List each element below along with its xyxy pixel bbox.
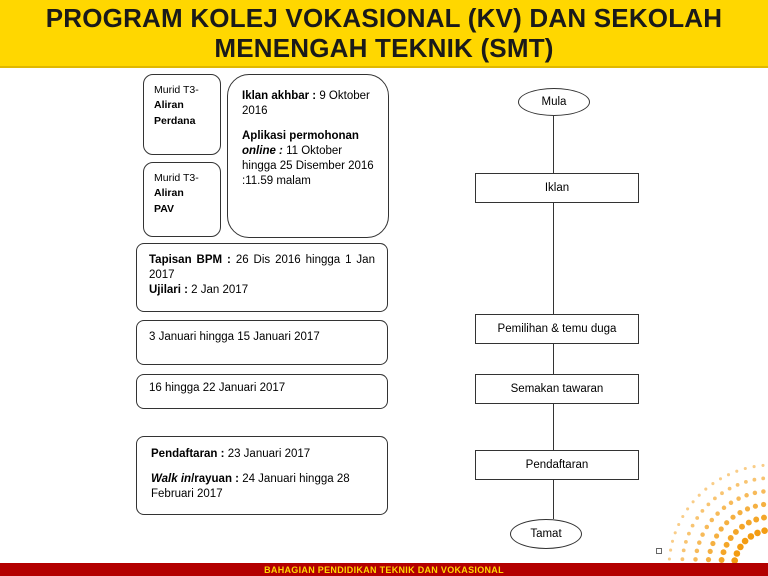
pendaftaran-value: 23 Januari 2017 <box>224 448 311 460</box>
flow-node-mula: Mula <box>518 88 590 116</box>
sunburst-dot <box>744 480 748 484</box>
iklan-info-box <box>227 74 389 238</box>
sunburst-dot <box>736 483 740 487</box>
sunburst-dot <box>701 509 705 513</box>
sunburst-dot <box>707 503 711 507</box>
walkin-label: Walk in <box>151 473 192 485</box>
pendaftaran-text <box>151 447 373 462</box>
sunburst-dot <box>748 533 755 540</box>
flow-node-tamat: Tamat <box>510 519 582 549</box>
sunburst-dot <box>710 518 715 523</box>
tapisan-value: 26 Dis 2016 hingga 1 Jan 2017 <box>149 254 375 281</box>
sunburst-dot <box>674 531 677 534</box>
sunburst-dot <box>700 532 705 537</box>
tapisan-label: Tapisan BPM : <box>149 254 231 266</box>
sunburst-dot <box>727 473 730 476</box>
sunburst-dot <box>734 550 741 557</box>
aplikasi-value: 11 Oktober hingga 25 Disember 2016 :11.59 malam <box>242 145 374 187</box>
sunburst-dot <box>736 496 741 501</box>
sunburst-dot <box>753 491 758 496</box>
sunburst-dot <box>681 557 685 561</box>
flow-connector-4 <box>553 404 554 450</box>
flow-connector-3 <box>553 344 554 374</box>
iklan-akhbar-text <box>242 89 374 119</box>
sunburst-dot <box>737 544 744 551</box>
sunburst-dot <box>735 470 738 473</box>
rayuan-label: /rayuan : <box>191 473 239 485</box>
aplikasi-text <box>242 129 374 189</box>
sunburst-dot <box>739 524 745 530</box>
walkin-text <box>151 472 373 502</box>
murid-pav-label: Murid T3- <box>154 172 199 184</box>
sunburst-dot <box>761 464 764 467</box>
sunburst-dot <box>742 538 749 545</box>
sunburst-dot <box>719 526 724 531</box>
flow-node-iklan: Iklan <box>475 173 639 203</box>
sunburst-dot <box>730 515 735 520</box>
sunburst-dot <box>668 557 671 560</box>
sunburst-dot <box>728 535 734 541</box>
murid-perdana-stream-2: Perdana <box>154 115 196 127</box>
sunburst-dot <box>695 516 699 520</box>
sunburst-dot <box>686 507 689 510</box>
pendaftaran-box <box>136 436 388 515</box>
sunburst-dot <box>687 532 691 536</box>
sunburst-dot <box>753 478 757 482</box>
sunburst-dot <box>745 506 750 511</box>
footer-bar <box>0 563 768 576</box>
sunburst-dot <box>724 542 730 548</box>
sunburst-dot <box>692 500 695 503</box>
sunburst-dot <box>724 520 729 525</box>
flow-node-pendaftaran: Pendaftaran <box>475 450 639 480</box>
sunburst-dot <box>693 557 698 562</box>
sunburst-dot <box>714 533 719 538</box>
murid-perdana-box <box>143 74 221 155</box>
sunburst-dot <box>677 523 680 526</box>
sunburst-dot <box>710 541 715 546</box>
sunburst-dot <box>684 540 688 544</box>
sunburst-dot <box>713 497 717 501</box>
flow-connector-2 <box>553 203 554 314</box>
flow-node-pemilihan: Pemilihan & temu duga <box>475 314 639 344</box>
sunburst-dot <box>708 549 713 554</box>
sunburst-dot <box>754 530 761 537</box>
sunburst-dot <box>761 477 765 481</box>
semakan-date-box <box>136 374 388 409</box>
murid-perdana-stream-1: Aliran <box>154 99 184 111</box>
sunburst-dot <box>691 524 695 528</box>
sunburst-dot <box>705 525 710 530</box>
sunburst-dot <box>704 488 707 491</box>
sunburst-dot <box>671 540 674 543</box>
sunburst-dot <box>753 517 759 523</box>
flow-connector-1 <box>553 116 554 173</box>
sunburst-dot <box>737 510 742 515</box>
sunburst-dot <box>722 506 727 511</box>
sunburst-dot <box>715 511 720 515</box>
sunburst-dot <box>761 502 766 507</box>
flow-node-semakan: Semakan tawaran <box>475 374 639 404</box>
pemilihan-date: 3 Januari hingga 15 Januari 2017 <box>149 331 320 343</box>
sunburst-dot <box>753 504 758 509</box>
sunburst-dot <box>682 549 686 553</box>
sunburst-dot <box>753 465 756 468</box>
sunburst-dot <box>698 494 701 497</box>
sunburst-dot <box>669 549 672 552</box>
aplikasi-label: Aplikasi permohonan <box>242 130 359 142</box>
sunburst-dot <box>697 540 702 545</box>
sunburst-dot <box>761 527 768 534</box>
tapisan-box <box>136 243 388 312</box>
sunburst-dot <box>761 515 767 521</box>
murid-pav-stream-1: Aliran <box>154 187 184 199</box>
iklan-akhbar-value: 9 Oktober 2016 <box>242 90 370 117</box>
sunburst-dot <box>711 482 714 485</box>
murid-perdana-label: Murid T3- <box>154 84 199 96</box>
ujilari-label: Ujilari : <box>149 284 188 296</box>
sunburst-dot <box>728 487 732 491</box>
ujilari-value: 2 Jan 2017 <box>187 284 249 296</box>
semakan-date: 16 hingga 22 Januari 2017 <box>149 382 286 394</box>
sunburst-dot <box>681 515 684 518</box>
online-label: online : <box>242 145 283 157</box>
sunburst-dot <box>744 467 747 470</box>
murid-pav-box <box>143 162 221 237</box>
pendaftaran-label: Pendaftaran : <box>151 448 225 460</box>
sunburst-dot <box>729 501 734 506</box>
sunburst-dot <box>706 557 711 562</box>
tapisan-text <box>149 253 375 283</box>
ujilari-text <box>149 283 375 298</box>
sunburst-dot <box>761 489 766 494</box>
sunburst-dot <box>744 493 749 498</box>
walkin-value: 24 Januari hingga 28 Februari 2017 <box>151 473 350 500</box>
sunburst-dot <box>695 549 700 554</box>
sunburst-dot <box>746 520 752 526</box>
title-bar <box>0 0 768 68</box>
page-title-line-2: MENENGAH TEKNIK (SMT) <box>214 33 554 63</box>
iklan-akhbar-label: Iklan akhbar : <box>242 90 317 102</box>
sunburst-logo-icon <box>660 440 768 563</box>
pemilihan-date-box <box>136 320 388 365</box>
sunburst-dot <box>733 529 739 535</box>
sunburst-dot <box>719 477 722 480</box>
murid-pav-stream-2: PAV <box>154 203 175 215</box>
sunburst-dot <box>720 491 724 495</box>
footer-text: BAHAGIAN PENDIDIKAN TEKNIK DAN VOKASIONAL <box>264 564 504 575</box>
flow-connector-5 <box>553 480 554 519</box>
sunburst-dot <box>721 549 727 555</box>
page-title-line-1: PROGRAM KOLEJ VOKASIONAL (KV) DAN SEKOLAH <box>45 3 723 33</box>
